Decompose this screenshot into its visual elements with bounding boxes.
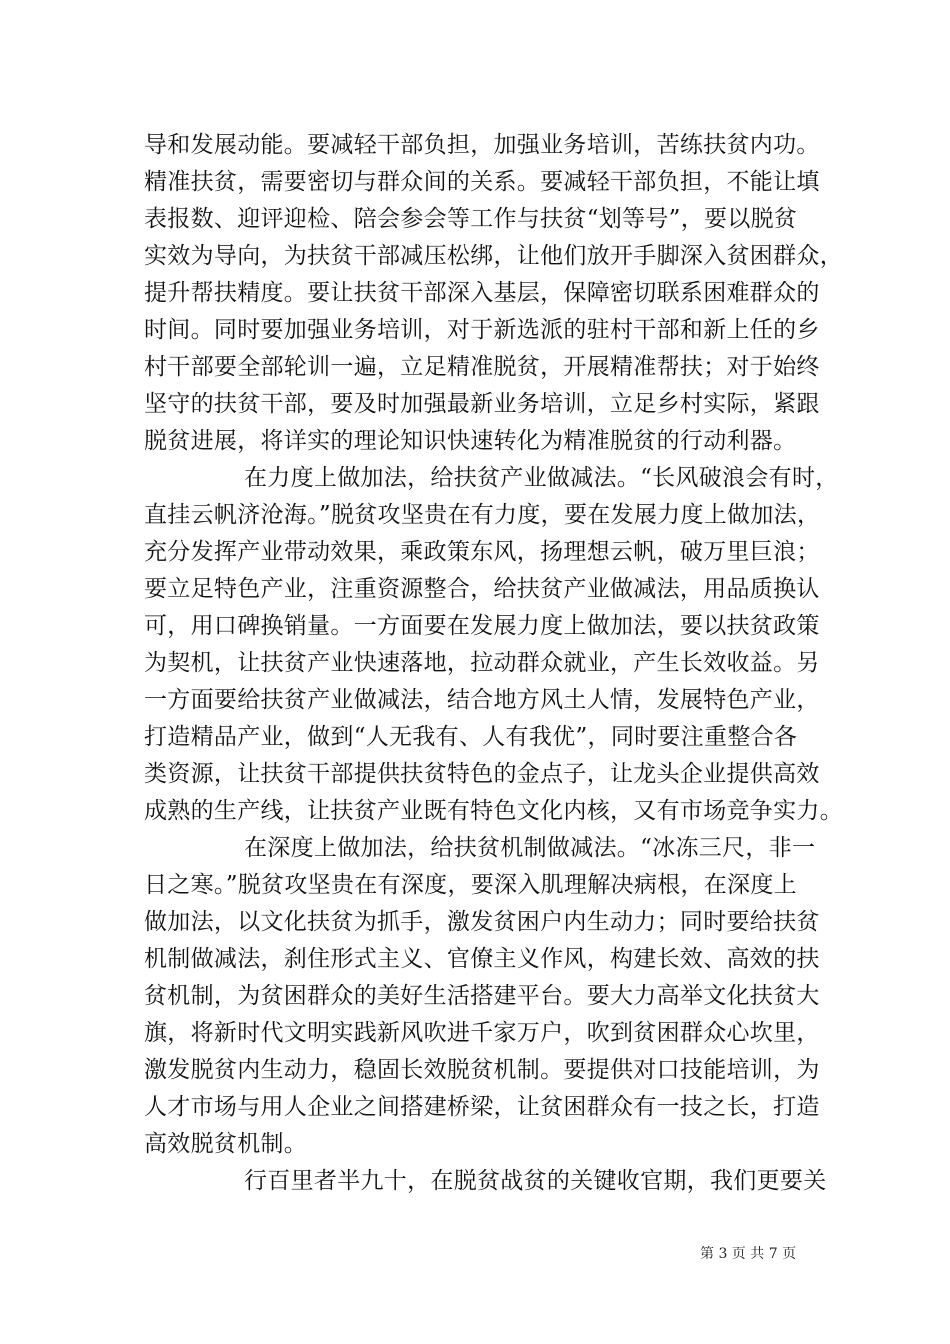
text-line: 旗，将新时代文明实践新风吹进千家万户，吹到贫困群众心坎里， xyxy=(144,1020,820,1046)
text-line: 成熟的生产线，让扶贫产业既有特色文化内核，又有市场竞争实力。 xyxy=(144,798,843,824)
text-line: 做加法，以文化扶贫为抓手，激发贫困户内生动力；同时要给扶贫 xyxy=(144,909,820,935)
text-line: 提升帮扶精度。要让扶贫干部深入基层，保障密切联系困难群众的 xyxy=(144,280,820,306)
text-line: 脱贫进展，将详实的理论知识快速转化为精准脱贫的行动利器。 xyxy=(144,428,797,454)
text-line: 贫机制，为贫困群众的美好生活搭建平台。要大力高举文化扶贫大 xyxy=(144,983,820,1009)
text-line: 坚守的扶贫干部，要及时加强最新业务培训，立足乡村实际，紧跟 xyxy=(144,391,820,417)
text-line: 类资源，让扶贫干部提供扶贫特色的金点子，让龙头企业提供高效 xyxy=(144,761,820,787)
paragraph-first-line: 在力度上做加法，给扶贫产业做减法。“长风破浪会有时， xyxy=(244,465,839,491)
text-line: 日之寒。”脱贫攻坚贵在有深度，要深入肌理解决病根，在深度上 xyxy=(144,872,797,898)
paragraph-first-line: 行百里者半九十，在脱贫战贫的关键收官期，我们更要关 xyxy=(244,1168,827,1194)
page-number-footer: 第 3 页 共 7 页 xyxy=(700,1246,797,1262)
text-line: 精准扶贫，需要密切与群众间的关系。要减轻干部负担，不能让填 xyxy=(144,169,820,195)
text-line: 可，用口碑换销量。一方面要在发展力度上做加法，要以扶贫政策 xyxy=(144,613,820,639)
text-line: 为契机，让扶贫产业快速落地，拉动群众就业，产生长效收益。另 xyxy=(144,650,820,676)
text-line: 村干部要全部轮训一遍，立足精准脱贫，开展精准帮扶；对于始终 xyxy=(144,354,820,380)
text-line: 人才市场与用人企业之间搭建桥梁，让贫困群众有一技之长，打造 xyxy=(144,1094,820,1120)
paragraph-first-line: 在深度上做加法，给扶贫机制做减法。“冰冻三尺，非一 xyxy=(244,835,816,861)
text-line: 充分发挥产业带动效果，乘政策东风，扬理想云帆，破万里巨浪； xyxy=(144,539,820,565)
text-line: 一方面要给扶贫产业做减法，结合地方风土人情，发展特色产业， xyxy=(144,687,820,713)
text-line: 实效为导向，为扶贫干部减压松绑，让他们放开手脚深入贫困群众， xyxy=(144,243,843,269)
text-line: 高效脱贫机制。 xyxy=(144,1131,308,1157)
text-line: 要立足特色产业，注重资源整合，给扶贫产业做减法，用品质换认 xyxy=(144,576,820,602)
text-line: 打造精品产业，做到“人无我有、人有我优”，同时要注重整合各 xyxy=(144,724,798,750)
text-line: 机制做减法，刹住形式主义、官僚主义作风，构建长效、高效的扶 xyxy=(144,946,820,972)
text-line: 导和发展动能。要减轻干部负担，加强业务培训，苦练扶贫内功。 xyxy=(144,132,820,158)
text-line: 直挂云帆济沧海。”脱贫攻坚贵在有力度，要在发展力度上做加法， xyxy=(144,502,821,528)
text-line: 时间。同时要加强业务培训，对于新选派的驻村干部和新上任的乡 xyxy=(144,317,820,343)
text-line: 激发脱贫内生动力，稳固长效脱贫机制。要提供对口技能培训，为 xyxy=(144,1057,820,1083)
text-line: 表报数、迎评迎检、陪会参会等工作与扶贫“划等号”，要以脱贫 xyxy=(144,206,798,232)
